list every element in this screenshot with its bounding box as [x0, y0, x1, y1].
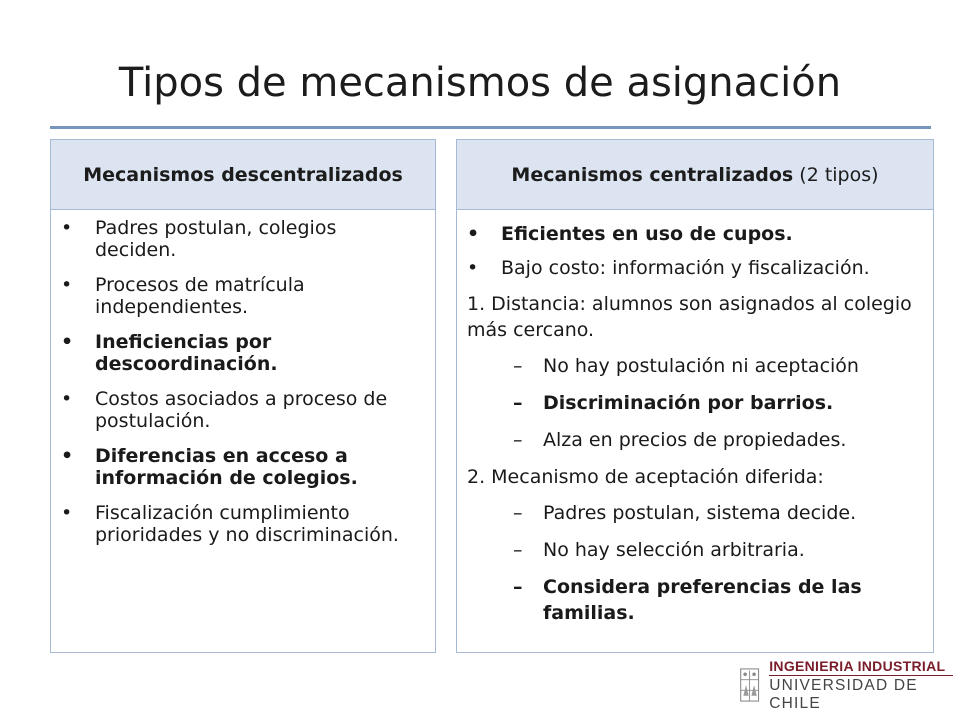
dash-icon: –	[513, 539, 523, 561]
dash-icon: –	[513, 502, 523, 524]
list-item-text: Costos asociados a proceso de postulación.	[95, 388, 388, 432]
centralized-panel-body	[457, 210, 933, 626]
decentralized-panel-header	[51, 140, 435, 210]
logo-line-2: UNIVERSIDAD DE CHILE	[769, 676, 918, 712]
list-item	[467, 257, 923, 279]
sub-list-item-text: Alza en precios de propiedades.	[543, 429, 847, 451]
list-item-text: Bajo costo: información y fiscalización.	[501, 257, 870, 279]
sub-list-item	[467, 500, 923, 526]
bullet-icon: •	[61, 388, 73, 410]
bullet-icon: •	[467, 257, 479, 279]
list-item-text: Fiscalización cumplimiento prioridades y no discriminación.	[95, 502, 399, 546]
list-item	[61, 502, 423, 546]
centralized-header-suffix: (2 tipos)	[793, 163, 879, 186]
sub-list-item-text: Considera preferencias de las familias.	[543, 576, 862, 624]
list-item	[61, 388, 423, 432]
centralized-panel-header	[457, 140, 933, 210]
sub-list-item-text: No hay selección arbitraria.	[543, 539, 805, 561]
decentralized-bullet-list	[51, 210, 435, 546]
section-2-list	[467, 500, 923, 626]
bullet-icon: •	[61, 502, 73, 524]
slide-title: Tipos de mecanismos de asignación	[118, 60, 842, 106]
decentralized-panel	[50, 139, 436, 653]
list-item-text: Eficientes en uso de cupos.	[501, 223, 793, 245]
list-item-text: Diferencias en acceso a información de colegios.	[95, 445, 358, 489]
list-item	[467, 223, 923, 245]
decentralized-header-text: Mecanismos descentralizados	[83, 163, 403, 186]
dash-icon: –	[513, 429, 523, 451]
list-item	[61, 217, 423, 261]
dash-icon: –	[513, 355, 523, 377]
bullet-icon: •	[61, 445, 74, 467]
sub-list-item-text: No hay postulación ni aceptación	[543, 355, 859, 377]
logo-line-1: INGENIERIA INDUSTRIAL	[769, 658, 953, 676]
logo-text	[769, 658, 953, 713]
list-item-text: Ineficiencias por descoordinación.	[95, 331, 278, 375]
list-item-text: Padres postulan, colegios deciden.	[95, 217, 337, 261]
sub-list-item-text: Discriminación por barrios.	[543, 392, 834, 414]
list-item	[61, 445, 423, 489]
centralized-panel	[456, 139, 934, 653]
section-1-heading: 1. Distancia: alumnos son asignados al colegio más cercano.	[467, 293, 912, 341]
sub-list-item	[467, 353, 923, 379]
sub-list-item-text: Padres postulan, sistema decide.	[543, 502, 857, 524]
dash-icon: –	[513, 392, 523, 414]
bullet-icon: •	[61, 331, 74, 353]
centralized-header-bold: Mecanismos centralizados	[511, 163, 794, 186]
university-logo	[738, 655, 953, 715]
sub-list-item	[467, 390, 923, 416]
university-seal-icon	[738, 663, 761, 707]
centralized-bullet-list	[467, 223, 923, 279]
bullet-icon: •	[467, 223, 480, 245]
sub-list-item	[467, 574, 923, 626]
sub-list-item	[467, 537, 923, 563]
section-2-heading: 2. Mecanismo de aceptación diferida:	[467, 466, 824, 488]
list-item	[61, 331, 423, 375]
list-item-text: Procesos de matrícula independientes.	[95, 274, 305, 318]
list-item	[61, 274, 423, 318]
dash-icon: –	[513, 576, 523, 598]
sub-list-item	[467, 427, 923, 453]
bullet-icon: •	[61, 217, 73, 239]
section-1-list	[467, 353, 923, 453]
bullet-icon: •	[61, 274, 73, 296]
title-divider	[50, 126, 931, 129]
